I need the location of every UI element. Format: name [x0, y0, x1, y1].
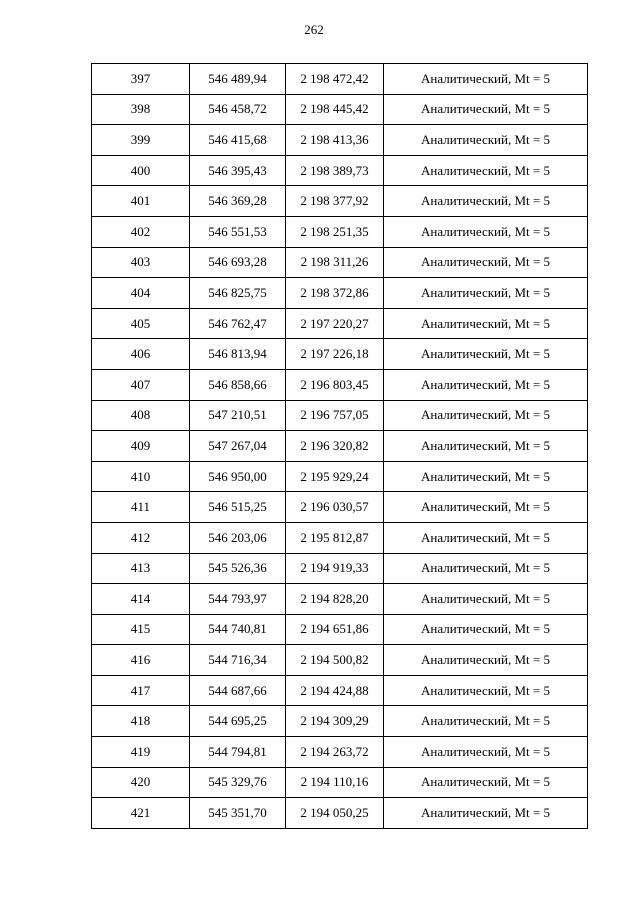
- point-number-cell: 397: [92, 64, 190, 95]
- y-coordinate-cell: 2 198 472,42: [286, 64, 384, 95]
- y-coordinate-cell: 2 195 812,87: [286, 522, 384, 553]
- method-cell: Аналитический, Mt = 5: [384, 737, 588, 768]
- table-row: [92, 584, 588, 615]
- table-row: [92, 798, 588, 829]
- method-cell: Аналитический, Mt = 5: [384, 767, 588, 798]
- table-row: [92, 492, 588, 523]
- table-row: [92, 247, 588, 278]
- point-number-cell: 410: [92, 461, 190, 492]
- point-number-cell: 421: [92, 798, 190, 829]
- point-number-cell: 407: [92, 369, 190, 400]
- table-row: [92, 308, 588, 339]
- x-coordinate-cell: 547 210,51: [190, 400, 286, 431]
- point-number-cell: 417: [92, 675, 190, 706]
- table-row: [92, 155, 588, 186]
- method-cell: Аналитический, Mt = 5: [384, 155, 588, 186]
- x-coordinate-cell: 546 489,94: [190, 64, 286, 95]
- method-cell: Аналитический, Mt = 5: [384, 94, 588, 125]
- point-number-cell: 406: [92, 339, 190, 370]
- table-row: [92, 614, 588, 645]
- y-coordinate-cell: 2 194 424,88: [286, 675, 384, 706]
- coordinates-table-body: [92, 64, 588, 829]
- y-coordinate-cell: 2 198 413,36: [286, 125, 384, 156]
- method-cell: Аналитический, Mt = 5: [384, 492, 588, 523]
- method-cell: Аналитический, Mt = 5: [384, 431, 588, 462]
- x-coordinate-cell: 544 716,34: [190, 645, 286, 676]
- y-coordinate-cell: 2 194 651,86: [286, 614, 384, 645]
- y-coordinate-cell: 2 194 050,25: [286, 798, 384, 829]
- point-number-cell: 418: [92, 706, 190, 737]
- point-number-cell: 403: [92, 247, 190, 278]
- point-number-cell: 405: [92, 308, 190, 339]
- point-number-cell: 414: [92, 584, 190, 615]
- point-number-cell: 420: [92, 767, 190, 798]
- page-number: 262: [304, 22, 324, 37]
- x-coordinate-cell: 546 858,66: [190, 369, 286, 400]
- table-row: [92, 94, 588, 125]
- x-coordinate-cell: 546 825,75: [190, 278, 286, 309]
- y-coordinate-cell: 2 194 263,72: [286, 737, 384, 768]
- x-coordinate-cell: 546 693,28: [190, 247, 286, 278]
- point-number-cell: 415: [92, 614, 190, 645]
- x-coordinate-cell: 546 369,28: [190, 186, 286, 217]
- method-cell: Аналитический, Mt = 5: [384, 645, 588, 676]
- method-cell: Аналитический, Mt = 5: [384, 522, 588, 553]
- method-cell: Аналитический, Mt = 5: [384, 64, 588, 95]
- method-cell: Аналитический, Mt = 5: [384, 614, 588, 645]
- method-cell: Аналитический, Mt = 5: [384, 247, 588, 278]
- table-row: [92, 64, 588, 95]
- table-row: [92, 369, 588, 400]
- point-number-cell: 404: [92, 278, 190, 309]
- table-row: [92, 186, 588, 217]
- y-coordinate-cell: 2 197 226,18: [286, 339, 384, 370]
- point-number-cell: 400: [92, 155, 190, 186]
- point-number-cell: 408: [92, 400, 190, 431]
- x-coordinate-cell: 546 395,43: [190, 155, 286, 186]
- x-coordinate-cell: 546 950,00: [190, 461, 286, 492]
- x-coordinate-cell: 544 687,66: [190, 675, 286, 706]
- method-cell: Аналитический, Mt = 5: [384, 125, 588, 156]
- y-coordinate-cell: 2 198 372,86: [286, 278, 384, 309]
- y-coordinate-cell: 2 194 110,16: [286, 767, 384, 798]
- point-number-cell: 411: [92, 492, 190, 523]
- table-row: [92, 706, 588, 737]
- x-coordinate-cell: 546 515,25: [190, 492, 286, 523]
- y-coordinate-cell: 2 194 919,33: [286, 553, 384, 584]
- y-coordinate-cell: 2 196 803,45: [286, 369, 384, 400]
- method-cell: Аналитический, Mt = 5: [384, 339, 588, 370]
- table-row: [92, 737, 588, 768]
- method-cell: Аналитический, Mt = 5: [384, 216, 588, 247]
- method-cell: Аналитический, Mt = 5: [384, 308, 588, 339]
- coordinates-table: [91, 63, 588, 829]
- table-row: [92, 675, 588, 706]
- table-row: [92, 400, 588, 431]
- method-cell: Аналитический, Mt = 5: [384, 584, 588, 615]
- point-number-cell: 398: [92, 94, 190, 125]
- x-coordinate-cell: 545 351,70: [190, 798, 286, 829]
- point-number-cell: 416: [92, 645, 190, 676]
- x-coordinate-cell: 546 458,72: [190, 94, 286, 125]
- x-coordinate-cell: 546 762,47: [190, 308, 286, 339]
- table-row: [92, 339, 588, 370]
- point-number-cell: 409: [92, 431, 190, 462]
- x-coordinate-cell: 547 267,04: [190, 431, 286, 462]
- method-cell: Аналитический, Mt = 5: [384, 798, 588, 829]
- table-row: [92, 278, 588, 309]
- y-coordinate-cell: 2 198 311,26: [286, 247, 384, 278]
- method-cell: Аналитический, Mt = 5: [384, 400, 588, 431]
- point-number-cell: 412: [92, 522, 190, 553]
- table-row: [92, 522, 588, 553]
- x-coordinate-cell: 546 813,94: [190, 339, 286, 370]
- table-row: [92, 125, 588, 156]
- table-row: [92, 645, 588, 676]
- y-coordinate-cell: 2 197 220,27: [286, 308, 384, 339]
- y-coordinate-cell: 2 196 030,57: [286, 492, 384, 523]
- y-coordinate-cell: 2 198 445,42: [286, 94, 384, 125]
- y-coordinate-cell: 2 198 377,92: [286, 186, 384, 217]
- x-coordinate-cell: 545 329,76: [190, 767, 286, 798]
- table-row: [92, 553, 588, 584]
- x-coordinate-cell: 546 551,53: [190, 216, 286, 247]
- method-cell: Аналитический, Mt = 5: [384, 186, 588, 217]
- x-coordinate-cell: 544 793,97: [190, 584, 286, 615]
- table-row: [92, 767, 588, 798]
- point-number-cell: 413: [92, 553, 190, 584]
- table-row: [92, 461, 588, 492]
- y-coordinate-cell: 2 194 828,20: [286, 584, 384, 615]
- y-coordinate-cell: 2 196 320,82: [286, 431, 384, 462]
- y-coordinate-cell: 2 196 757,05: [286, 400, 384, 431]
- method-cell: Аналитический, Mt = 5: [384, 553, 588, 584]
- x-coordinate-cell: 545 526,36: [190, 553, 286, 584]
- y-coordinate-cell: 2 198 251,35: [286, 216, 384, 247]
- method-cell: Аналитический, Mt = 5: [384, 278, 588, 309]
- y-coordinate-cell: 2 195 929,24: [286, 461, 384, 492]
- x-coordinate-cell: 546 203,06: [190, 522, 286, 553]
- table-row: [92, 431, 588, 462]
- y-coordinate-cell: 2 194 500,82: [286, 645, 384, 676]
- y-coordinate-cell: 2 194 309,29: [286, 706, 384, 737]
- point-number-cell: 402: [92, 216, 190, 247]
- point-number-cell: 401: [92, 186, 190, 217]
- x-coordinate-cell: 544 740,81: [190, 614, 286, 645]
- x-coordinate-cell: 544 794,81: [190, 737, 286, 768]
- x-coordinate-cell: 544 695,25: [190, 706, 286, 737]
- y-coordinate-cell: 2 198 389,73: [286, 155, 384, 186]
- point-number-cell: 399: [92, 125, 190, 156]
- method-cell: Аналитический, Mt = 5: [384, 706, 588, 737]
- point-number-cell: 419: [92, 737, 190, 768]
- table-row: [92, 216, 588, 247]
- method-cell: Аналитический, Mt = 5: [384, 369, 588, 400]
- x-coordinate-cell: 546 415,68: [190, 125, 286, 156]
- method-cell: Аналитический, Mt = 5: [384, 461, 588, 492]
- method-cell: Аналитический, Mt = 5: [384, 675, 588, 706]
